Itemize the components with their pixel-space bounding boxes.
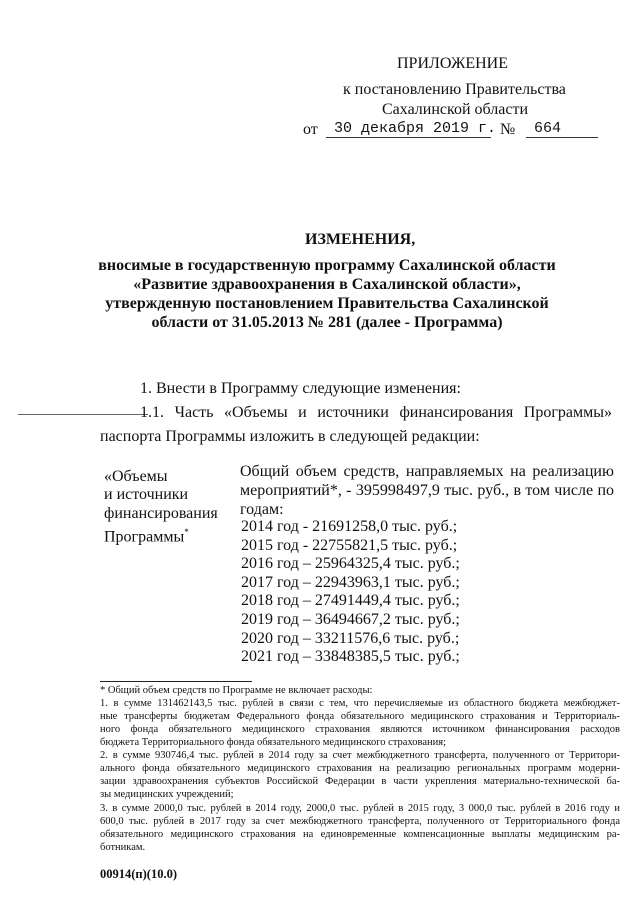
year-row: 2017 год – 22943963,1 тыс. руб.; bbox=[241, 573, 460, 591]
right-word: Общий bbox=[240, 463, 290, 480]
document-code: 00914(п)(10.0) bbox=[100, 867, 177, 881]
table-left-line: «Объемы bbox=[104, 468, 168, 485]
appendix-line2: Сахалинской области bbox=[382, 101, 529, 118]
year-row: 2014 год - 21691258,0 тыс. руб.; bbox=[241, 518, 458, 535]
year-list bbox=[241, 518, 460, 667]
right-word: - bbox=[346, 482, 352, 499]
heading-line: утвержденную постановлением Правительства Сахалинской bbox=[105, 295, 549, 312]
right-word: числе bbox=[554, 482, 594, 499]
from-label: от bbox=[303, 121, 318, 138]
footnote-line: 600,0 тыс. рублей в 2017 году за счет межбюджетного трансферта, полученного от Территориального фонда bbox=[100, 816, 620, 827]
number-label: № bbox=[500, 121, 516, 138]
footnote-line: ального фонда обязательного медицинского страхования на реализацию региональных программ модерни- bbox=[100, 763, 620, 774]
footnote-line: ного фонда обязательного медицинского страхования являются источником финансирования расходов bbox=[100, 724, 620, 735]
right-word: том bbox=[525, 482, 550, 499]
right-word: 395998497,9 bbox=[355, 482, 440, 499]
right-word: реализацию bbox=[532, 463, 614, 480]
year-row: 2021 год – 33848385,5 тыс. руб.; bbox=[241, 648, 460, 666]
appendix-line1: к постановлению Правительства bbox=[343, 81, 566, 98]
footnote-line: 3. в сумме 2000,0 тыс. рублей в 2014 году, 2000,0 тыс. рублей в 2015 году, 3 000,0 тыс. рублей в 2016 году и bbox=[100, 803, 620, 814]
item-1: 1. Внести в Программу следующие изменения: bbox=[140, 380, 461, 397]
year-row: 2019 год – 36494667,2 тыс. руб.; bbox=[241, 610, 460, 628]
item-1-1 bbox=[140, 404, 612, 422]
heading-line: области от 31.05.2013 № 281 (далее - Программа) bbox=[151, 314, 503, 331]
footnote-line: ботникам. bbox=[100, 842, 146, 853]
decree-number: 664 bbox=[534, 120, 562, 137]
scan-line bbox=[18, 414, 148, 415]
heading-line: вносимые в государственную программу Сахалинской области bbox=[98, 257, 556, 274]
item-1-1-continuation: паспорта Программы изложить в следующей редакции: bbox=[100, 428, 480, 445]
year-row: 2020 год – 33211576,6 тыс. руб.; bbox=[241, 629, 460, 647]
footnote-separator bbox=[100, 681, 252, 682]
item-1-1-word: Часть bbox=[174, 404, 214, 421]
right-word: по bbox=[597, 482, 614, 499]
footnote-line: * Общий объем средств по Программе не включает расходы: bbox=[100, 685, 373, 696]
number-underline bbox=[526, 137, 598, 138]
item-1-1-word: Программы» bbox=[523, 404, 612, 421]
table-left-line: Программы bbox=[104, 528, 185, 546]
item-1-1-word: и bbox=[298, 404, 307, 421]
table-right-line2 bbox=[240, 482, 614, 500]
item-1-1-word: источники bbox=[317, 404, 389, 421]
right-word: на bbox=[510, 463, 526, 480]
right-word: руб., bbox=[477, 482, 510, 499]
right-word: в bbox=[513, 482, 521, 499]
decree-date: 30 декабря 2019 г. bbox=[334, 120, 497, 137]
year-row: 2016 год – 25964325,4 тыс. руб.; bbox=[241, 555, 460, 573]
item-1-1-word: финансирования bbox=[399, 404, 514, 421]
footnote-line: зы медицинских учреждений; bbox=[100, 789, 234, 800]
table-left-sup: * bbox=[184, 526, 189, 537]
right-word: мероприятий*, bbox=[240, 482, 342, 499]
item-1-1-word: «Объемы bbox=[224, 404, 288, 421]
footnote-line: обязательного медицинского страхования на единовременные компенсационные выплаты медицинским ра- bbox=[100, 829, 620, 840]
footnote-line: ные трансферты бюджетам Федерального фонда обязательного медицинского страхования и Территориаль- bbox=[100, 711, 620, 722]
table-right-line3: годам: bbox=[240, 501, 284, 518]
right-word: средств, bbox=[343, 463, 400, 480]
appendix-title: ПРИЛОЖЕНИЕ bbox=[397, 55, 509, 72]
right-word: тыс. bbox=[444, 482, 474, 499]
heading-title: ИЗМЕНЕНИЯ, bbox=[305, 231, 416, 248]
right-word: направляемых bbox=[405, 463, 504, 480]
footnote-line: бюджета Территориального фонда обязательного медицинского страхования; bbox=[100, 737, 447, 748]
table-left-line: и источники bbox=[104, 486, 189, 504]
footnote-line: 2. в сумме 930746,4 тыс. рублей в 2014 году за счет межбюджетного трансферта, полученного от Территори- bbox=[100, 750, 620, 761]
table-left-line: финансирования bbox=[104, 504, 218, 522]
year-row: 2018 год – 27491449,4 тыс. руб.; bbox=[241, 592, 460, 610]
item-1-1-word: 1.1. bbox=[140, 404, 164, 421]
footnote-line: 1. в сумме 131462143,5 тыс. рублей в связи с тем, что перечисляемые из областного бюджета межбюджет- bbox=[100, 698, 620, 709]
date-underline bbox=[326, 137, 491, 138]
right-word: объем bbox=[295, 463, 337, 480]
table-right-line1 bbox=[240, 463, 614, 481]
year-row: 2015 год - 22755821,5 тыс. руб.; bbox=[241, 536, 458, 554]
table-left-label bbox=[104, 468, 218, 547]
heading-line: «Развитие здравоохранения в Сахалинской области», bbox=[133, 276, 521, 293]
footnote-line: зации здравоохранения субъектов Российской Федерации в части укрепления материально-технической ба- bbox=[100, 776, 620, 787]
